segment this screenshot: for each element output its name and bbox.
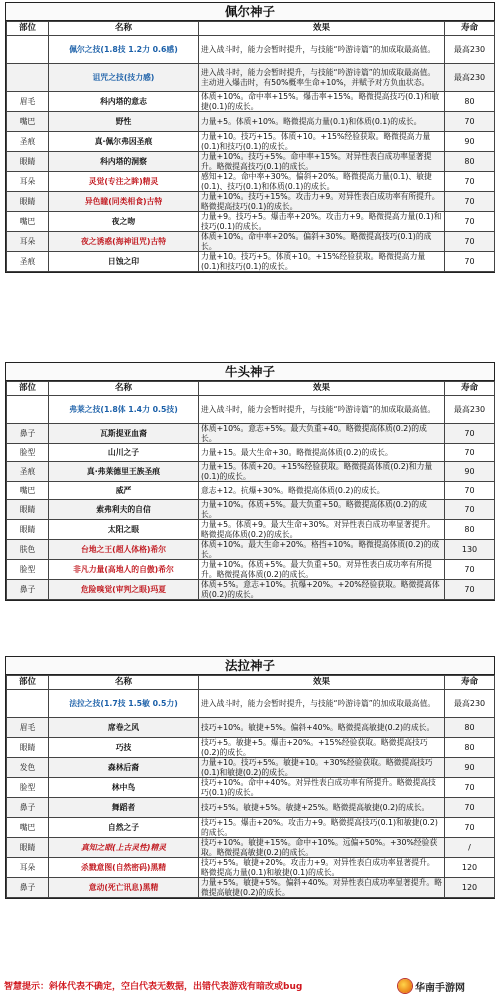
cell-life: 70: [445, 580, 495, 600]
cell-name: 灵觉(专注之眸)精灵: [49, 172, 199, 192]
cell-life: 70: [445, 252, 495, 272]
cell-name: 真知之眼(上古灵性)精灵: [49, 838, 199, 858]
table-row: [7, 132, 495, 152]
cell-effect: 意志+12。抗爆+30%。略微提高体质(0.2)的成长。: [199, 482, 445, 500]
cell-part: 发色: [7, 758, 49, 778]
logo-text: 华南手游网: [415, 982, 465, 994]
table-row: [7, 192, 495, 212]
cell-effect: 技巧+10%。敏捷+5%。偏斜+40%。略微提高敏捷(0.2)的成长。: [199, 718, 445, 738]
cell-part: 脸型: [7, 444, 49, 462]
section-title: 法拉神子: [6, 657, 494, 675]
header-effect: 效果: [199, 676, 445, 690]
cell-part: 嘴巴: [7, 818, 49, 838]
cell-effect: 力量+5。体质+9。最大生命+30%。对异性表白成功率显著提升。略微提高体质(0.2)的成长。: [199, 520, 445, 540]
cell-part: [7, 690, 49, 718]
header-name: 名称: [49, 382, 199, 396]
cell-life: 70: [445, 424, 495, 444]
table-row: [7, 718, 495, 738]
cell-effect: 感知+12。命中率+30%。偏斜+20%。略微提高力量(0.1)、敏捷(0.1)、技巧(0.1)和体质(0.1)的成长。: [199, 172, 445, 192]
table-row: [7, 580, 495, 600]
cell-part: 肤色: [7, 540, 49, 560]
cell-name: 林中鸟: [49, 778, 199, 798]
cell-life: 120: [445, 878, 495, 898]
genome-table: [6, 381, 495, 600]
cell-effect: 体质+10%。意志+5%。最大负重+40。略微提高体质(0.2)的成长。: [199, 424, 445, 444]
genome-table: [6, 21, 495, 272]
cell-part: 眉毛: [7, 92, 49, 112]
table-row: [7, 92, 495, 112]
cell-effect: 力量+10。技巧+5。体质+10。+15%经验获取。略微提高力量(0.1)和技巧(0.1)的成长。: [199, 252, 445, 272]
cell-part: 圣痕: [7, 132, 49, 152]
table-row: [7, 462, 495, 482]
cell-life: 70: [445, 444, 495, 462]
cell-part: 鼻子: [7, 878, 49, 898]
cell-effect: 力量+10%。体质+5%。最大负重+50。对异性表白成功率有所提升。略微提高体质(0.2)的成长。: [199, 560, 445, 580]
cell-part: 鼻子: [7, 424, 49, 444]
cell-life: 最高230: [445, 36, 495, 64]
cell-life: 70: [445, 778, 495, 798]
cell-life: 70: [445, 192, 495, 212]
table-row: [7, 36, 495, 64]
cell-name: 夜之吻: [49, 212, 199, 232]
table-row: [7, 878, 495, 898]
cell-part: 眼睛: [7, 738, 49, 758]
cell-name: 佩尔之技(1.8技 1.2力 0.6感): [49, 36, 199, 64]
cell-effect: 力量+10。技巧+15。体质+10。+15%经验获取。略微提高力量(0.1)和技巧(0.1)的成长。: [199, 132, 445, 152]
cell-name: 非凡力量(高地人的自傲)希尔: [49, 560, 199, 580]
cell-part: 圣痕: [7, 462, 49, 482]
table-row: [7, 798, 495, 818]
section-title: 牛头神子: [6, 363, 494, 381]
table-row: [7, 540, 495, 560]
cell-part: [7, 36, 49, 64]
cell-part: 眼睛: [7, 192, 49, 212]
cell-part: 耳朵: [7, 232, 49, 252]
cell-part: 眼睛: [7, 500, 49, 520]
header-effect: 效果: [199, 382, 445, 396]
cell-effect: 体质+10%。命中率+20%。偏斜+30%。略微提高技巧(0.1)的成长。: [199, 232, 445, 252]
section-title: 佩尔神子: [6, 3, 494, 21]
cell-life: 130: [445, 540, 495, 560]
table-row: [7, 444, 495, 462]
cell-effect: 力量+10。技巧+5%。敏捷+10。+30%经验获取。略微提高技巧(0.1)和敏捷(0.2)的成长。: [199, 758, 445, 778]
table-header-row: [7, 382, 495, 396]
cell-name: 威严: [49, 482, 199, 500]
cell-effect: 力量+10%。体质+5%。最大负重+50。略微提高体质(0.2)的成长。: [199, 500, 445, 520]
cell-name: 科内塔的意志: [49, 92, 199, 112]
cell-life: 80: [445, 520, 495, 540]
cell-effect: 进入战斗时，能力会暂时提升，与技能“吟游诗篇”的加成取最高值。: [199, 690, 445, 718]
footer-note: 智慧提示：斜体代表不确定，空白代表无数据，出错代表游戏有暗改或bug: [4, 982, 303, 992]
site-logo: [398, 977, 496, 995]
cell-part: 嘴巴: [7, 482, 49, 500]
cell-name: 夜之诱惑(海神诅咒)古特: [49, 232, 199, 252]
cell-part: 眼睛: [7, 520, 49, 540]
header-part: 部位: [7, 676, 49, 690]
cell-effect: 进入战斗时，能力会暂时提升，与技能“吟游诗篇”的加成取最高值。: [199, 36, 445, 64]
cell-effect: 技巧+5%。敏捷+5%。敏捷+25%。略微提高敏捷(0.2)的成长。: [199, 798, 445, 818]
section-peer: [5, 2, 495, 273]
table-row: [7, 424, 495, 444]
cell-effect: 力量+15。最大生命+30。略微提高体质(0.2)的成长。: [199, 444, 445, 462]
table-row: [7, 112, 495, 132]
cell-name: 杀戮意图(自然密码)黑精: [49, 858, 199, 878]
cell-life: 70: [445, 560, 495, 580]
table-row: [7, 396, 495, 424]
cell-life: 70: [445, 482, 495, 500]
cell-name: 诅咒之技(技力感): [49, 64, 199, 92]
cell-name: 台地之王(超人体格)希尔: [49, 540, 199, 560]
cell-effect: 力量+15。体质+20。+15%经验获取。略微提高体质(0.2)和力量(0.1)的成长。: [199, 462, 445, 482]
cell-effect: 力量+5%。敏捷+5%。偏斜+40%。对异性表白成功率显著提升。略微提高敏捷(0.2)的成长。: [199, 878, 445, 898]
cell-effect: 进入战斗时，能力会暂时提升，与技能“吟游诗篇”的加成取最高值。: [199, 396, 445, 424]
cell-part: 嘴巴: [7, 112, 49, 132]
genome-table: [6, 675, 495, 898]
cell-effect: 技巧+10%。敏捷+15%。命中+10%。远偏+50%。+30%经验获取。略微提高敏捷(0.2)的成长。: [199, 838, 445, 858]
table-row: [7, 172, 495, 192]
header-life: 寿命: [445, 676, 495, 690]
cell-life: 90: [445, 462, 495, 482]
header-life: 寿命: [445, 22, 495, 36]
cell-life: 120: [445, 858, 495, 878]
cell-effect: 技巧+5%。敏捷+20%。攻击力+9。对异性表白成功率显著提升。略微提高力量(0.1)和敏捷(0.1)的成长。: [199, 858, 445, 878]
table-row: [7, 818, 495, 838]
cell-life: 80: [445, 152, 495, 172]
cell-name: 真·弗莱德里王族圣痕: [49, 462, 199, 482]
section-fala: [5, 656, 495, 899]
cell-name: 瓦斯提亚血裔: [49, 424, 199, 444]
cell-part: 鼻子: [7, 798, 49, 818]
cell-life: 80: [445, 718, 495, 738]
cell-effect: 力量+5。体质+10%。略微提高力量(0.1)和体质(0.1)的成长。: [199, 112, 445, 132]
section-bull: [5, 362, 495, 601]
table-row: [7, 232, 495, 252]
cell-effect: 力量+10%。技巧+15%。攻击力+9。对异性表白成功率有所提升。略微提高技巧(0.1)的成长。: [199, 192, 445, 212]
cell-part: 眼睛: [7, 838, 49, 858]
cell-part: 嘴巴: [7, 212, 49, 232]
cell-part: 脸型: [7, 778, 49, 798]
cell-life: 80: [445, 738, 495, 758]
table-row: [7, 64, 495, 92]
cell-effect: 技巧+10%。命中+40%。对异性表白成功率有所提升。略微提高技巧(0.1)的成长。: [199, 778, 445, 798]
cell-name: 法拉之技(1.7技 1.5敏 0.5力): [49, 690, 199, 718]
cell-name: 弗莱之技(1.8体 1.4力 0.5技): [49, 396, 199, 424]
cell-name: 森林后裔: [49, 758, 199, 778]
cell-life: 最高230: [445, 64, 495, 92]
cell-part: 眉毛: [7, 718, 49, 738]
cell-name: 日蚀之印: [49, 252, 199, 272]
sun-logo-icon: [398, 979, 412, 993]
cell-effect: 进入战斗时，能力会暂时提升，与技能“吟游诗篇”的加成取最高值。主动进入爆击时，有50%概率生命+10%，并赋予对方负血状态。: [199, 64, 445, 92]
header-part: 部位: [7, 382, 49, 396]
table-row: [7, 858, 495, 878]
table-row: [7, 482, 495, 500]
cell-effect: 力量+10%。技巧+5%。命中率+15%。对异性表白成功率显著提升。略微提高技巧(0.1)的成长。: [199, 152, 445, 172]
cell-life: 90: [445, 758, 495, 778]
cell-effect: 体质+10%。命中率+15%。爆击率+15%。略微提高技巧(0.1)和敏捷(0.1)的成长。: [199, 92, 445, 112]
cell-name: 舞蹈者: [49, 798, 199, 818]
table-row: [7, 152, 495, 172]
table-row: [7, 738, 495, 758]
table-header-row: [7, 22, 495, 36]
table-row: [7, 778, 495, 798]
cell-name: 席卷之风: [49, 718, 199, 738]
cell-life: 70: [445, 212, 495, 232]
cell-effect: 技巧+5。敏捷+5。爆击+20%。+15%经验获取。略微提高技巧(0.2)的成长。: [199, 738, 445, 758]
cell-life: 70: [445, 798, 495, 818]
cell-life: 最高230: [445, 396, 495, 424]
cell-part: 鼻子: [7, 580, 49, 600]
cell-life: 70: [445, 818, 495, 838]
cell-effect: 体质+5%。意志+10%。抗爆+20%。+20%经验获取。略微提高体质(0.2)的成长。: [199, 580, 445, 600]
cell-name: 科内塔的洞察: [49, 152, 199, 172]
cell-name: 巧技: [49, 738, 199, 758]
table-row: [7, 838, 495, 858]
cell-life: 80: [445, 92, 495, 112]
cell-name: 自然之子: [49, 818, 199, 838]
cell-name: 真·佩尔弗因圣痕: [49, 132, 199, 152]
table-row: [7, 252, 495, 272]
cell-effect: 力量+9。技巧+5。爆击率+20%。攻击力+9。略微提高力量(0.1)和技巧(0.1)的成长。: [199, 212, 445, 232]
cell-part: [7, 64, 49, 92]
cell-life: 90: [445, 132, 495, 152]
cell-name: 异色瞳(同类相食)古特: [49, 192, 199, 212]
table-row: [7, 690, 495, 718]
cell-name: 危险嗅觉(审判之眼)玛夏: [49, 580, 199, 600]
cell-name: 意动(死亡讯息)黑精: [49, 878, 199, 898]
table-row: [7, 560, 495, 580]
cell-life: 70: [445, 232, 495, 252]
header-name: 名称: [49, 676, 199, 690]
cell-part: 圣痕: [7, 252, 49, 272]
cell-name: 野性: [49, 112, 199, 132]
header-part: 部位: [7, 22, 49, 36]
table-row: [7, 758, 495, 778]
cell-part: 耳朵: [7, 858, 49, 878]
cell-life: 70: [445, 500, 495, 520]
cell-part: 脸型: [7, 560, 49, 580]
cell-life: 70: [445, 172, 495, 192]
table-row: [7, 500, 495, 520]
header-name: 名称: [49, 22, 199, 36]
cell-part: 耳朵: [7, 172, 49, 192]
cell-life: 最高230: [445, 690, 495, 718]
cell-life: /: [445, 838, 495, 858]
cell-name: 索弗利夫的自信: [49, 500, 199, 520]
header-effect: 效果: [199, 22, 445, 36]
table-row: [7, 212, 495, 232]
cell-part: 眼睛: [7, 152, 49, 172]
table-row: [7, 520, 495, 540]
table-header-row: [7, 676, 495, 690]
cell-effect: 技巧+15。爆击+20%。攻击力+9。略微提高技巧(0.1)和敏捷(0.2)的成长。: [199, 818, 445, 838]
cell-name: 太阳之眼: [49, 520, 199, 540]
cell-effect: 体质+10%。最大生命+20%。格挡+10%。略微提高体质(0.2)的成长。: [199, 540, 445, 560]
cell-life: 70: [445, 112, 495, 132]
header-life: 寿命: [445, 382, 495, 396]
cell-part: [7, 396, 49, 424]
cell-name: 山川之子: [49, 444, 199, 462]
